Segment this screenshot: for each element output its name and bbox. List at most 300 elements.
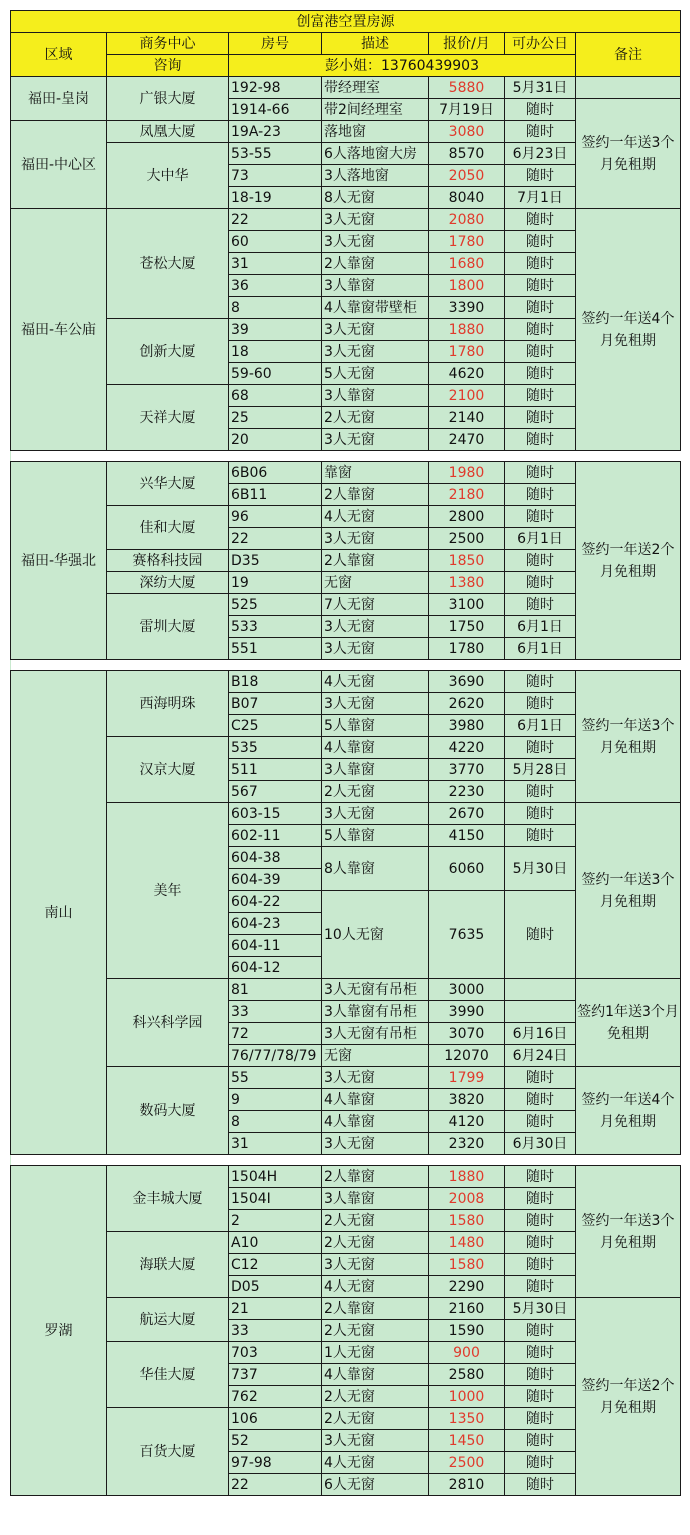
note-cell: 签约一年送3个月免租期 <box>576 1166 681 1298</box>
price-cell: 1980 <box>429 462 505 484</box>
desc-cell: 4人靠窗 <box>322 1089 429 1111</box>
price-cell: 5880 <box>429 77 505 99</box>
room-cell: A10 <box>229 1232 322 1254</box>
desc-cell: 7人无窗 <box>322 594 429 616</box>
desc-cell: 4人无窗 <box>322 1276 429 1298</box>
desc-cell: 2人无窗 <box>322 1320 429 1342</box>
table-row <box>11 462 681 484</box>
price-cell: 1880 <box>429 319 505 341</box>
price-cell: 1580 <box>429 1254 505 1276</box>
room-cell: C25 <box>229 715 322 737</box>
header-note: 备注 <box>576 33 681 77</box>
table-row <box>11 1298 681 1320</box>
room-cell: C12 <box>229 1254 322 1276</box>
room-cell: 8 <box>229 1111 322 1133</box>
avail-cell: 随时 <box>505 385 576 407</box>
room-cell: 22 <box>229 1474 322 1496</box>
avail-cell: 6月24日 <box>505 1045 576 1067</box>
region-cell: 福田-华强北 <box>11 462 107 660</box>
avail-cell <box>505 979 576 1001</box>
room-cell: 602-11 <box>229 825 322 847</box>
price-cell: 900 <box>429 1342 505 1364</box>
desc-cell: 2人靠窗 <box>322 484 429 506</box>
room-cell: 19A-23 <box>229 121 322 143</box>
room-cell: 73 <box>229 165 322 187</box>
price-cell: 3820 <box>429 1089 505 1111</box>
avail-cell: 6月1日 <box>505 616 576 638</box>
desc-cell: 1人无窗 <box>322 1342 429 1364</box>
avail-cell: 随时 <box>505 891 576 979</box>
avail-cell: 5月30日 <box>505 1298 576 1320</box>
room-cell: B18 <box>229 671 322 693</box>
desc-cell: 8人靠窗 <box>322 847 429 891</box>
avail-cell: 随时 <box>505 671 576 693</box>
price-cell: 3000 <box>429 979 505 1001</box>
center-cell: 雷圳大厦 <box>107 594 229 660</box>
desc-cell: 4人无窗 <box>322 671 429 693</box>
center-cell: 科兴科学园 <box>107 979 229 1067</box>
room-cell: 31 <box>229 1133 322 1155</box>
desc-cell: 2人无窗 <box>322 1210 429 1232</box>
room-cell: 106 <box>229 1408 322 1430</box>
desc-cell: 无窗 <box>322 572 429 594</box>
desc-cell: 2人靠窗 <box>322 550 429 572</box>
avail-cell: 随时 <box>505 550 576 572</box>
room-cell: 21 <box>229 1298 322 1320</box>
price-cell: 1450 <box>429 1430 505 1452</box>
room-cell: 604-39 <box>229 869 322 891</box>
room-cell: 33 <box>229 1320 322 1342</box>
avail-cell: 6月1日 <box>505 638 576 660</box>
room-cell: 703 <box>229 1342 322 1364</box>
desc-cell: 2人靠窗 <box>322 1166 429 1188</box>
price-cell: 2180 <box>429 484 505 506</box>
price-cell: 2140 <box>429 407 505 429</box>
room-cell: 76/77/78/79 <box>229 1045 322 1067</box>
avail-cell: 随时 <box>505 121 576 143</box>
price-cell: 8040 <box>429 187 505 209</box>
price-cell: 1480 <box>429 1232 505 1254</box>
room-cell: 762 <box>229 1386 322 1408</box>
desc-cell: 3人无窗 <box>322 341 429 363</box>
avail-cell <box>505 1001 576 1023</box>
price-cell: 2160 <box>429 1298 505 1320</box>
room-cell: 604-38 <box>229 847 322 869</box>
room-cell: D05 <box>229 1276 322 1298</box>
table-row <box>11 803 681 825</box>
center-cell: 汉京大厦 <box>107 737 229 803</box>
avail-cell: 6月16日 <box>505 1023 576 1045</box>
desc-cell: 3人无窗 <box>322 231 429 253</box>
room-cell: 36 <box>229 275 322 297</box>
price-cell: 4620 <box>429 363 505 385</box>
desc-cell: 带经理室 <box>322 77 429 99</box>
avail-cell: 随时 <box>505 594 576 616</box>
price-cell: 2230 <box>429 781 505 803</box>
note-cell: 签约一年送3个月免租期 <box>576 99 681 209</box>
section-gap <box>11 660 681 671</box>
desc-cell: 2人无窗 <box>322 1232 429 1254</box>
gap-cell <box>11 451 681 462</box>
room-cell: 25 <box>229 407 322 429</box>
room-cell: 567 <box>229 781 322 803</box>
avail-cell: 5月30日 <box>505 847 576 891</box>
center-cell: 航运大厦 <box>107 1298 229 1342</box>
room-cell: 737 <box>229 1364 322 1386</box>
table-row <box>11 77 681 99</box>
desc-cell: 3人无窗 <box>322 1067 429 1089</box>
price-cell: 3690 <box>429 671 505 693</box>
room-cell: 511 <box>229 759 322 781</box>
avail-cell: 随时 <box>505 1111 576 1133</box>
header-region: 区域 <box>11 33 107 77</box>
price-cell: 2800 <box>429 506 505 528</box>
price-cell: 1350 <box>429 1408 505 1430</box>
avail-cell: 随时 <box>505 1342 576 1364</box>
center-cell: 凤凰大厦 <box>107 121 229 143</box>
center-cell: 大中华 <box>107 143 229 209</box>
avail-cell: 随时 <box>505 165 576 187</box>
room-cell: 604-23 <box>229 913 322 935</box>
avail-cell: 随时 <box>505 1430 576 1452</box>
desc-cell: 落地窗 <box>322 121 429 143</box>
price-cell: 3980 <box>429 715 505 737</box>
avail-cell: 随时 <box>505 1276 576 1298</box>
avail-cell: 随时 <box>505 99 576 121</box>
price-cell: 2290 <box>429 1276 505 1298</box>
room-cell: 604-11 <box>229 935 322 957</box>
avail-cell: 随时 <box>505 209 576 231</box>
room-cell: 53-55 <box>229 143 322 165</box>
price-cell: 1850 <box>429 550 505 572</box>
avail-cell: 随时 <box>505 1166 576 1188</box>
price-cell: 4150 <box>429 825 505 847</box>
avail-cell: 随时 <box>505 231 576 253</box>
price-cell: 12070 <box>429 1045 505 1067</box>
price-cell: 1590 <box>429 1320 505 1342</box>
room-cell: B07 <box>229 693 322 715</box>
desc-cell: 3人靠窗 <box>322 1188 429 1210</box>
avail-cell: 随时 <box>505 1188 576 1210</box>
price-cell: 3770 <box>429 759 505 781</box>
avail-cell: 随时 <box>505 1320 576 1342</box>
price-cell: 2500 <box>429 528 505 550</box>
price-cell: 1799 <box>429 1067 505 1089</box>
center-cell: 海联大厦 <box>107 1232 229 1298</box>
price-cell: 7635 <box>429 891 505 979</box>
price-cell: 1780 <box>429 638 505 660</box>
region-cell: 福田-皇岗 <box>11 77 107 121</box>
avail-cell: 6月1日 <box>505 528 576 550</box>
avail-cell: 随时 <box>505 825 576 847</box>
price-cell: 7月19日 <box>429 99 505 121</box>
room-cell: 551 <box>229 638 322 660</box>
avail-cell: 随时 <box>505 803 576 825</box>
avail-cell: 随时 <box>505 363 576 385</box>
avail-cell: 随时 <box>505 429 576 451</box>
room-cell: 535 <box>229 737 322 759</box>
price-cell: 3390 <box>429 297 505 319</box>
listing-sheet <box>10 10 680 1496</box>
room-cell: 59-60 <box>229 363 322 385</box>
avail-cell: 随时 <box>505 572 576 594</box>
desc-cell: 3人无窗 <box>322 1254 429 1276</box>
desc-cell: 4人靠窗 <box>322 1111 429 1133</box>
room-cell: 19 <box>229 572 322 594</box>
room-cell: 6B11 <box>229 484 322 506</box>
price-cell: 1780 <box>429 231 505 253</box>
price-cell: 1780 <box>429 341 505 363</box>
avail-cell: 随时 <box>505 407 576 429</box>
note-cell: 签约一年送3个月免租期 <box>576 803 681 979</box>
price-cell: 1880 <box>429 1166 505 1188</box>
price-cell: 4220 <box>429 737 505 759</box>
desc-cell: 4人无窗 <box>322 506 429 528</box>
center-cell: 美年 <box>107 803 229 979</box>
price-cell: 1000 <box>429 1386 505 1408</box>
avail-cell: 随时 <box>505 319 576 341</box>
price-cell: 2580 <box>429 1364 505 1386</box>
note-cell: 签约一年送2个月免租期 <box>576 1298 681 1496</box>
room-cell: 18 <box>229 341 322 363</box>
price-cell: 2810 <box>429 1474 505 1496</box>
table-row <box>11 979 681 1001</box>
avail-cell: 6月30日 <box>505 1133 576 1155</box>
avail-cell: 6月1日 <box>505 715 576 737</box>
room-cell: 96 <box>229 506 322 528</box>
avail-cell: 随时 <box>505 253 576 275</box>
center-cell: 天祥大厦 <box>107 385 229 451</box>
note-cell: 签约一年送4个月免租期 <box>576 209 681 451</box>
center-cell: 广银大厦 <box>107 77 229 121</box>
price-cell: 2050 <box>429 165 505 187</box>
room-cell: 39 <box>229 319 322 341</box>
desc-cell: 3人无窗 <box>322 209 429 231</box>
desc-cell: 3人无窗 <box>322 616 429 638</box>
price-cell: 2080 <box>429 209 505 231</box>
avail-cell: 随时 <box>505 693 576 715</box>
center-cell: 佳和大厦 <box>107 506 229 550</box>
room-cell: 55 <box>229 1067 322 1089</box>
room-cell: 8 <box>229 297 322 319</box>
note-cell: 签约一年送4个月免租期 <box>576 1067 681 1155</box>
room-cell: 604-12 <box>229 957 322 979</box>
sheet-title: 创富港空置房源 <box>11 11 681 33</box>
desc-cell: 3人无窗 <box>322 1430 429 1452</box>
desc-cell: 2人无窗 <box>322 781 429 803</box>
desc-cell: 5人无窗 <box>322 363 429 385</box>
desc-cell: 3人靠窗 <box>322 759 429 781</box>
price-cell: 2100 <box>429 385 505 407</box>
desc-cell: 6人落地窗大房 <box>322 143 429 165</box>
avail-cell: 随时 <box>505 737 576 759</box>
section-gap <box>11 1155 681 1166</box>
header-room: 房号 <box>229 33 322 55</box>
price-cell: 8570 <box>429 143 505 165</box>
avail-cell: 随时 <box>505 1452 576 1474</box>
avail-cell: 随时 <box>505 297 576 319</box>
desc-cell: 带2间经理室 <box>322 99 429 121</box>
consult-label: 咨询 <box>107 55 229 77</box>
note-cell: 签约一年送3个月免租期 <box>576 671 681 803</box>
avail-cell: 随时 <box>505 1474 576 1496</box>
price-cell: 2320 <box>429 1133 505 1155</box>
table-row <box>11 1166 681 1188</box>
room-cell: 525 <box>229 594 322 616</box>
price-cell: 6060 <box>429 847 505 891</box>
room-cell: 52 <box>229 1430 322 1452</box>
table-row <box>11 671 681 693</box>
avail-cell: 随时 <box>505 1067 576 1089</box>
region-cell: 罗湖 <box>11 1166 107 1496</box>
price-cell: 1580 <box>429 1210 505 1232</box>
room-cell: 20 <box>229 429 322 451</box>
price-cell: 2670 <box>429 803 505 825</box>
desc-cell: 3人无窗 <box>322 693 429 715</box>
table-row <box>11 1067 681 1089</box>
header-avail: 可办公日 <box>505 33 576 55</box>
desc-cell: 3人无窗 <box>322 319 429 341</box>
avail-cell: 随时 <box>505 781 576 803</box>
room-cell: 603-15 <box>229 803 322 825</box>
avail-cell: 6月23日 <box>505 143 576 165</box>
desc-cell: 10人无窗 <box>322 891 429 979</box>
desc-cell: 3人无窗 <box>322 638 429 660</box>
price-cell: 1750 <box>429 616 505 638</box>
desc-cell: 3人靠窗有吊柜 <box>322 1001 429 1023</box>
desc-cell: 2人靠窗 <box>322 1298 429 1320</box>
avail-cell: 随时 <box>505 275 576 297</box>
room-cell: 72 <box>229 1023 322 1045</box>
avail-cell: 随时 <box>505 1254 576 1276</box>
region-cell: 南山 <box>11 671 107 1155</box>
price-cell: 2008 <box>429 1188 505 1210</box>
price-cell: 1380 <box>429 572 505 594</box>
header-center: 商务中心 <box>107 33 229 55</box>
desc-cell: 无窗 <box>322 1045 429 1067</box>
section-gap <box>11 451 681 462</box>
desc-cell: 2人无窗 <box>322 1386 429 1408</box>
room-cell: 22 <box>229 528 322 550</box>
center-cell: 深纺大厦 <box>107 572 229 594</box>
room-cell: 18-19 <box>229 187 322 209</box>
desc-cell: 3人无窗有吊柜 <box>322 979 429 1001</box>
region-cell: 福田-车公庙 <box>11 209 107 451</box>
room-cell: 1914-66 <box>229 99 322 121</box>
room-cell: 81 <box>229 979 322 1001</box>
avail-cell: 随时 <box>505 1408 576 1430</box>
center-cell: 西海明珠 <box>107 671 229 737</box>
room-cell: 6B06 <box>229 462 322 484</box>
desc-cell: 4人无窗 <box>322 1452 429 1474</box>
desc-cell: 2人靠窗 <box>322 253 429 275</box>
avail-cell: 随时 <box>505 1364 576 1386</box>
price-cell: 3080 <box>429 121 505 143</box>
room-cell: 97-98 <box>229 1452 322 1474</box>
center-cell: 华佳大厦 <box>107 1342 229 1408</box>
desc-cell: 5人靠窗 <box>322 715 429 737</box>
room-cell: 1504H <box>229 1166 322 1188</box>
desc-cell: 靠窗 <box>322 462 429 484</box>
center-cell: 百货大厦 <box>107 1408 229 1496</box>
note-cell <box>576 77 681 99</box>
room-cell: 22 <box>229 209 322 231</box>
desc-cell: 3人靠窗 <box>322 385 429 407</box>
note-cell: 签约一年送2个月免租期 <box>576 462 681 660</box>
desc-cell: 4人靠窗 <box>322 1364 429 1386</box>
desc-cell: 5人靠窗 <box>322 825 429 847</box>
gap-cell <box>11 660 681 671</box>
room-cell: D35 <box>229 550 322 572</box>
avail-cell: 随时 <box>505 1210 576 1232</box>
consult-contact: 彭小姐：13760439903 <box>229 55 576 77</box>
room-cell: 68 <box>229 385 322 407</box>
price-cell: 2620 <box>429 693 505 715</box>
room-cell: 33 <box>229 1001 322 1023</box>
note-cell: 签约1年送3个月免租期 <box>576 979 681 1067</box>
desc-cell: 8人无窗 <box>322 187 429 209</box>
room-cell: 533 <box>229 616 322 638</box>
price-cell: 1680 <box>429 253 505 275</box>
price-cell: 3100 <box>429 594 505 616</box>
desc-cell: 3人无窗 <box>322 803 429 825</box>
desc-cell: 6人无窗 <box>322 1474 429 1496</box>
room-cell: 60 <box>229 231 322 253</box>
room-cell: 31 <box>229 253 322 275</box>
price-cell: 4120 <box>429 1111 505 1133</box>
header-desc: 描述 <box>322 33 429 55</box>
avail-cell: 随时 <box>505 462 576 484</box>
avail-cell: 5月31日 <box>505 77 576 99</box>
desc-cell: 4人靠窗带壁柜 <box>322 297 429 319</box>
avail-cell: 随时 <box>505 484 576 506</box>
room-cell: 2 <box>229 1210 322 1232</box>
room-cell: 604-22 <box>229 891 322 913</box>
price-cell: 2470 <box>429 429 505 451</box>
desc-cell: 3人无窗有吊柜 <box>322 1023 429 1045</box>
region-cell: 福田-中心区 <box>11 121 107 209</box>
table-row <box>11 209 681 231</box>
gap-cell <box>11 1155 681 1166</box>
desc-cell: 2人无窗 <box>322 1408 429 1430</box>
desc-cell: 3人无窗 <box>322 429 429 451</box>
center-cell: 赛格科技园 <box>107 550 229 572</box>
avail-cell: 随时 <box>505 341 576 363</box>
header-price: 报价/月 <box>429 33 505 55</box>
avail-cell: 5月28日 <box>505 759 576 781</box>
vacancy-table <box>10 10 681 1496</box>
center-cell: 创新大厦 <box>107 319 229 385</box>
center-cell: 苍松大厦 <box>107 209 229 319</box>
desc-cell: 3人落地窗 <box>322 165 429 187</box>
desc-cell: 3人无窗 <box>322 1133 429 1155</box>
price-cell: 1800 <box>429 275 505 297</box>
avail-cell: 随时 <box>505 1386 576 1408</box>
desc-cell: 2人无窗 <box>322 407 429 429</box>
price-cell: 3990 <box>429 1001 505 1023</box>
room-cell: 192-98 <box>229 77 322 99</box>
avail-cell: 随时 <box>505 1089 576 1111</box>
avail-cell: 随时 <box>505 1232 576 1254</box>
price-cell: 2500 <box>429 1452 505 1474</box>
desc-cell: 3人无窗 <box>322 528 429 550</box>
room-cell: 1504I <box>229 1188 322 1210</box>
center-cell: 金丰城大厦 <box>107 1166 229 1232</box>
center-cell: 兴华大厦 <box>107 462 229 506</box>
center-cell: 数码大厦 <box>107 1067 229 1155</box>
room-cell: 9 <box>229 1089 322 1111</box>
price-cell: 3070 <box>429 1023 505 1045</box>
